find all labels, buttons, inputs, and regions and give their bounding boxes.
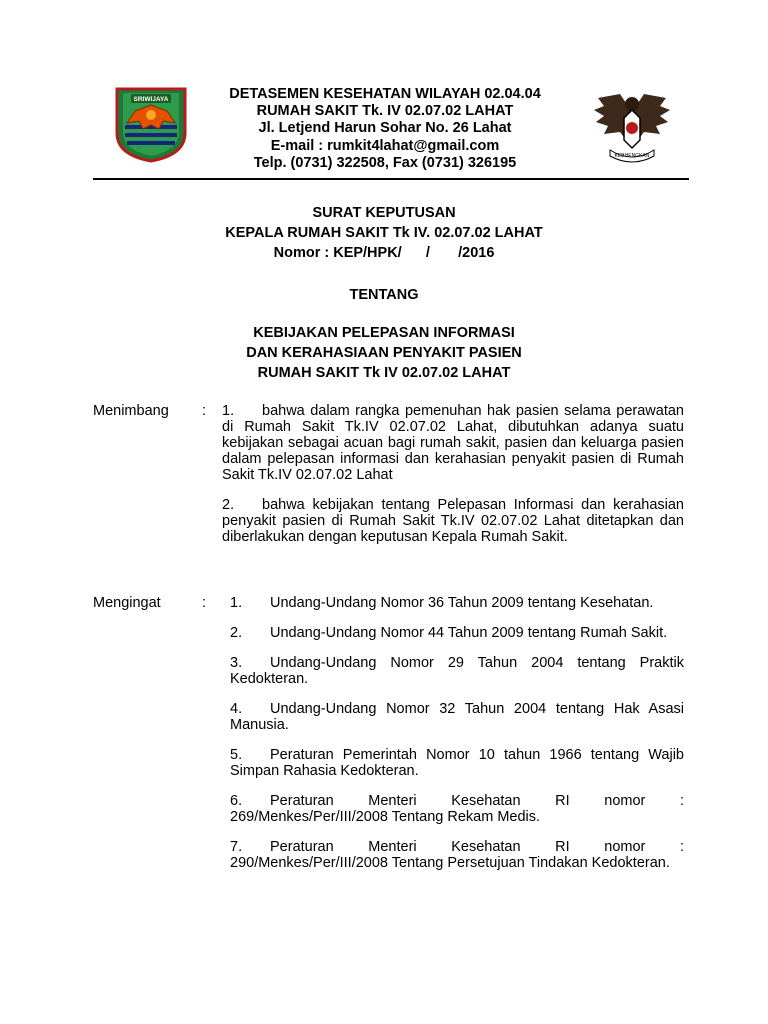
letterhead-email: E-mail : rumkit4lahat@gmail.com bbox=[270, 137, 500, 154]
decree-subject-line-1: KEBIJAKAN PELEPASAN INFORMASI bbox=[253, 325, 515, 341]
mengingat-item bbox=[230, 595, 684, 611]
decree-title bbox=[150, 203, 618, 263]
sriwijaya-shield-logo bbox=[113, 85, 189, 163]
mengingat-item-text: Peraturan Menteri Kesehatan RI nomor : 269/Menkes/Per/III/2008 Tentang Rekam Medis. bbox=[230, 793, 684, 825]
menimbang-label: Menimbang bbox=[93, 403, 169, 419]
mengingat-item-number: 3. bbox=[230, 655, 243, 671]
header-divider bbox=[93, 178, 689, 180]
mengingat-colon: : bbox=[202, 595, 207, 611]
mengingat-item-text: Peraturan Pemerintah Nomor 10 tahun 1966 tentang Wajib Simpan Rahasia Kedokteran. bbox=[230, 747, 684, 779]
letterhead-line-2: RUMAH SAKIT Tk. IV 02.07.02 LAHAT bbox=[256, 103, 514, 120]
mengingat-item bbox=[230, 839, 684, 871]
mengingat-item-text: Undang-Undang Nomor 44 Tahun 2009 tentang Rumah Sakit. bbox=[270, 625, 668, 641]
decree-issuer-line: KEPALA RUMAH SAKIT Tk IV. 02.07.02 LAHAT bbox=[225, 225, 543, 241]
menimbang-colon: : bbox=[202, 403, 207, 419]
letterhead-address: Jl. Letjend Harun Sohar No. 26 Lahat bbox=[258, 120, 512, 137]
menimbang-item-text: bahwa kebijakan tentang Pelepasan Informasi dan kerahasian penyakit pasien di Rumah Sakit Tk.IV 02.07.02 Lahat ditetapkan dan diberlakukan dengan keputusan Kepala Rumah Sakit. bbox=[222, 497, 684, 545]
decree-subject-line-2: DAN KERAHASIAAN PENYAKIT PASIEN bbox=[246, 345, 522, 361]
mengingat-item-number: 7. bbox=[230, 839, 243, 855]
right-logo-text: KEBHENGKAN bbox=[614, 153, 650, 159]
menimbang-item-number: 2. bbox=[222, 497, 235, 513]
mengingat-item bbox=[230, 747, 684, 779]
letterhead bbox=[190, 86, 580, 172]
mengingat-item-number: 4. bbox=[230, 701, 243, 717]
mengingat-item-number: 2. bbox=[230, 625, 243, 641]
mengingat-item-number: 5. bbox=[230, 747, 243, 763]
tentang-heading: TENTANG bbox=[349, 287, 419, 303]
mengingat-item-text: Peraturan Menteri Kesehatan RI nomor : 290/Menkes/Per/III/2008 Tentang Persetujuan Tindakan Kedokteran. bbox=[230, 839, 684, 871]
decree-number: Nomor : KEP/HPK/ / /2016 bbox=[273, 245, 495, 261]
mengingat-label: Mengingat bbox=[93, 595, 161, 611]
eagle-emblem-logo bbox=[590, 84, 674, 168]
menimbang-list bbox=[222, 403, 684, 559]
mengingat-list bbox=[230, 595, 684, 885]
mengingat-item bbox=[230, 655, 684, 687]
mengingat-item-number: 1. bbox=[230, 595, 243, 611]
letterhead-line-1: DETASEMEN KESEHATAN WILAYAH 02.04.04 bbox=[229, 86, 541, 102]
mengingat-item bbox=[230, 625, 684, 641]
decree-subject-line-3: RUMAH SAKIT Tk IV 02.07.02 LAHAT bbox=[257, 365, 511, 381]
mengingat-item-text: Undang-Undang Nomor 32 Tahun 2004 tentang Hak Asasi Manusia. bbox=[230, 701, 684, 733]
decree-title-line: SURAT KEPUTUSAN bbox=[312, 205, 456, 221]
letterhead-phone: Telp. (0731) 322508, Fax (0731) 326195 bbox=[253, 154, 517, 171]
mengingat-item-text: Undang-Undang Nomor 36 Tahun 2009 tentang Kesehatan. bbox=[270, 595, 654, 611]
mengingat-item bbox=[230, 793, 684, 825]
mengingat-item bbox=[230, 701, 684, 733]
mengingat-item-text: Undang-Undang Nomor 29 Tahun 2004 tentang Praktik Kedokteran. bbox=[230, 655, 684, 687]
menimbang-item-text: bahwa dalam rangka pemenuhan hak pasien selama perawatan di Rumah Sakit Tk.IV 02.07.02 Lahat, dibutuhkan adanya suatu kebijakan sebagai acuan bagi rumah sakit, pasien dan keluarga pasien dalam pelepasan informasi dan kerahasian penyakit pasien di Rumah Sakit Tk.IV 02.07.02 Lahat bbox=[222, 403, 684, 483]
mengingat-item-number: 6. bbox=[230, 793, 243, 809]
decree-subject bbox=[150, 323, 618, 383]
left-logo-text: SRIWIJAYA bbox=[133, 96, 169, 103]
menimbang-item bbox=[222, 403, 684, 483]
menimbang-item-number: 1. bbox=[222, 403, 235, 419]
menimbang-item bbox=[222, 497, 684, 545]
